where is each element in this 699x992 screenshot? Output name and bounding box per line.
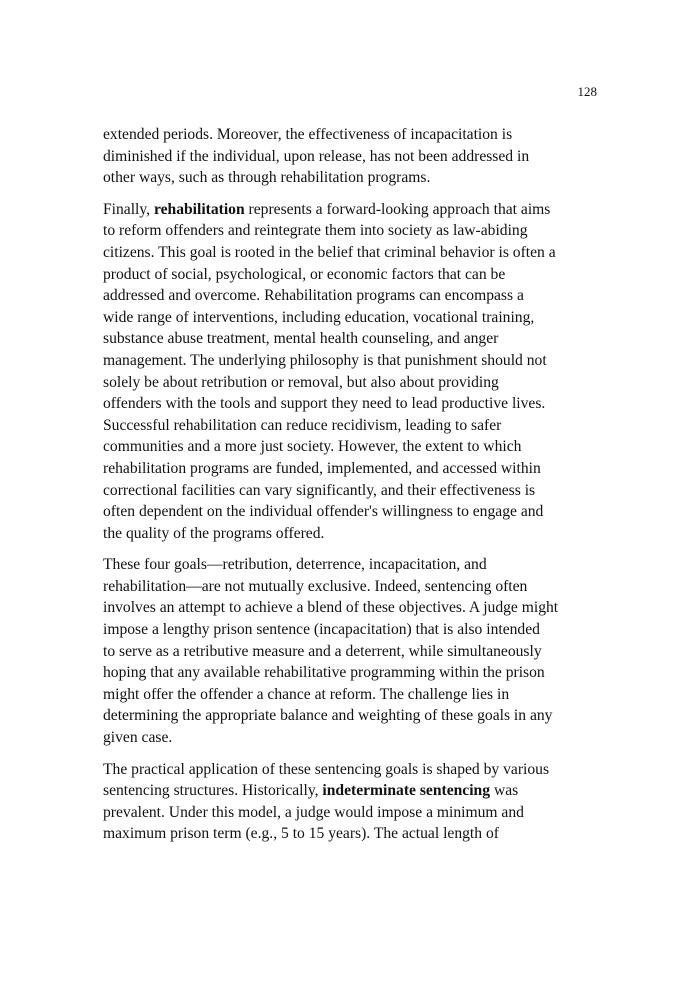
text-run: addressed and overcome. Rehabilitation programs can encompass a xyxy=(103,287,524,305)
text-line xyxy=(103,307,623,329)
text-line xyxy=(103,727,623,749)
text-run: hoping that any available rehabilitative programming within the prison xyxy=(103,664,545,682)
text-run: the quality of the programs offered. xyxy=(103,524,325,542)
text-line xyxy=(103,146,623,168)
text-run: The practical application of these sentencing goals is shaped by various xyxy=(103,760,550,778)
text-run: substance abuse treatment, mental health counseling, and anger xyxy=(103,330,499,348)
text-line xyxy=(103,393,623,415)
text-run: to reform offenders and reintegrate them into society as law-abiding xyxy=(103,222,528,240)
text-line xyxy=(103,705,623,727)
text-run: Successful rehabilitation can reduce recidivism, leading to safer xyxy=(103,416,502,434)
text-run: These four goals—retribution, deterrence, incapacitation, and xyxy=(103,556,487,574)
text-run: determining the appropriate balance and weighting of these goals in any xyxy=(103,707,553,725)
text-line xyxy=(103,415,623,437)
text-line xyxy=(103,199,623,221)
text-line xyxy=(103,285,623,307)
text-run: citizens. This goal is rooted in the belief that criminal behavior is often a xyxy=(103,243,556,261)
text-line xyxy=(103,576,623,598)
text-line xyxy=(103,372,623,394)
text-run: Finally, xyxy=(103,200,154,218)
text-line xyxy=(103,264,623,286)
text-line xyxy=(103,220,623,242)
text-line xyxy=(103,802,623,824)
text-line xyxy=(103,167,623,189)
text-line xyxy=(103,759,623,781)
text-line xyxy=(103,523,623,545)
text-run: represents a forward-looking approach that aims xyxy=(244,200,551,218)
text-run: communities and a more just society. However, the extent to which xyxy=(103,438,522,456)
bold-term: indeterminate sentencing xyxy=(322,782,491,800)
text-run: solely be about retribution or removal, but also about providing xyxy=(103,373,499,391)
text-line xyxy=(103,554,623,576)
text-line xyxy=(103,501,623,523)
text-line xyxy=(103,662,623,684)
text-line xyxy=(103,124,623,146)
page-number: 128 xyxy=(577,84,597,99)
text-line xyxy=(103,597,623,619)
text-line xyxy=(103,242,623,264)
text-run: wide range of interventions, including education, vocational training, xyxy=(103,308,535,326)
text-run: impose a lengthy prison sentence (incapacitation) that is also intended xyxy=(103,621,540,639)
text-run: prevalent. Under this model, a judge would impose a minimum and xyxy=(103,803,524,821)
paragraph xyxy=(103,554,623,748)
text-line xyxy=(103,350,623,372)
text-line xyxy=(103,458,623,480)
text-run: correctional facilities can vary significantly, and their effectiveness is xyxy=(103,481,536,499)
text-run: offenders with the tools and support they need to lead productive lives. xyxy=(103,395,546,413)
text-run: other ways, such as through rehabilitation programs. xyxy=(103,169,431,187)
text-run: management. The underlying philosophy is that punishment should not xyxy=(103,351,547,369)
paragraph xyxy=(103,759,623,845)
paragraph xyxy=(103,124,623,189)
text-run: product of social, psychological, or economic factors that can be xyxy=(103,265,506,283)
text-run: might offer the offender a chance at reform. The challenge lies in xyxy=(103,685,510,703)
text-run: was xyxy=(490,782,519,800)
text-line xyxy=(103,480,623,502)
text-run: diminished if the individual, upon release, has not been addressed in xyxy=(103,147,530,165)
text-line xyxy=(103,328,623,350)
text-line xyxy=(103,780,623,802)
text-run: extended periods. Moreover, the effectiveness of incapacitation is xyxy=(103,126,513,143)
text-run: rehabilitation—are not mutually exclusive. Indeed, sentencing often xyxy=(103,577,528,595)
text-line xyxy=(103,619,623,641)
paragraph xyxy=(103,199,623,545)
text-line xyxy=(103,641,623,663)
text-line xyxy=(103,684,623,706)
text-run: involves an attempt to achieve a blend of these objectives. A judge might xyxy=(103,599,559,617)
text-run: often dependent on the individual offender's willingness to engage and xyxy=(103,503,544,521)
text-line xyxy=(103,436,623,458)
bold-term: rehabilitation xyxy=(153,200,245,218)
text-run: sentencing structures. Historically, xyxy=(103,782,323,800)
text-run: given case. xyxy=(103,729,173,747)
text-line xyxy=(103,823,623,845)
text-run: maximum prison term (e.g., 5 to 15 years). The actual length of xyxy=(103,825,499,843)
body-text xyxy=(103,124,623,855)
text-run: rehabilitation programs are funded, implemented, and accessed within xyxy=(103,459,541,477)
text-run: to serve as a retributive measure and a deterrent, while simultaneously xyxy=(103,642,542,660)
